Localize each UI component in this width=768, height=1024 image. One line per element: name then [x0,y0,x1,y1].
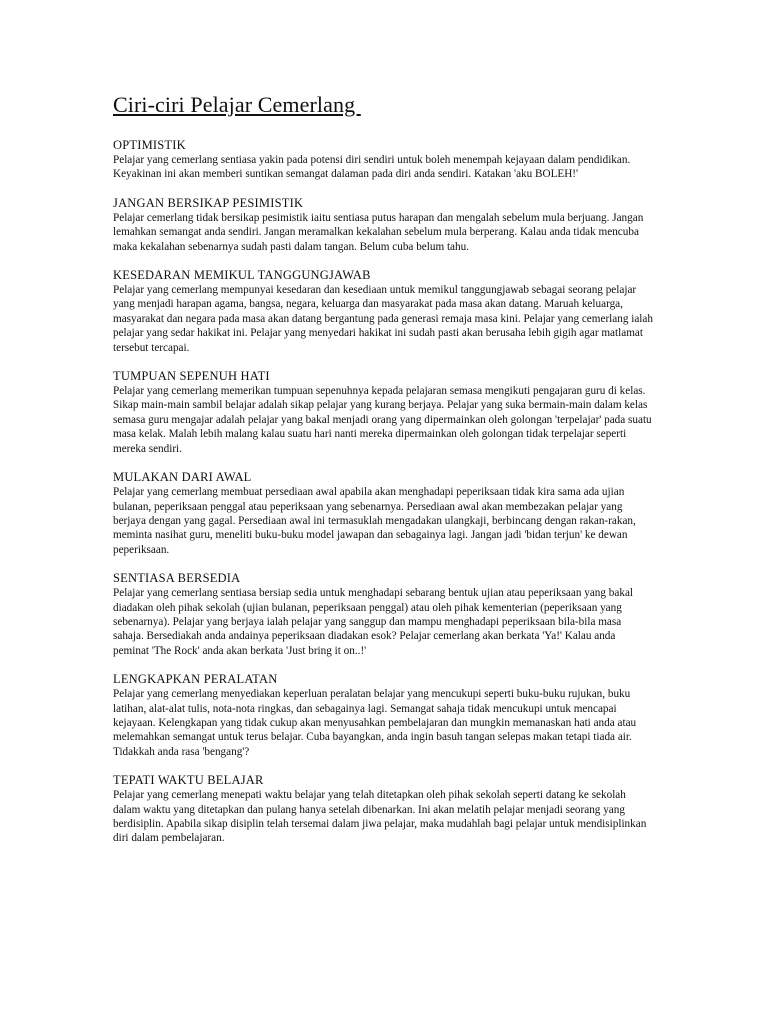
document-title: Ciri-ciri Pelajar Cemerlang [113,92,361,117]
section-tepati-waktu-belajar [113,773,653,846]
document-page [113,92,653,860]
section-heading: MULAKAN DARI AWAL [113,470,252,485]
section-heading: SENTIASA BERSEDIA [113,571,241,586]
section-heading: KESEDARAN MEMIKUL TANGGUNGJAWAB [113,268,371,283]
section-jangan-bersikap-pesimistik [113,196,653,254]
section-tumpuan-sepenuh-hati [113,369,653,456]
section-sentiasa-bersedia [113,571,653,658]
section-body: Pelajar cemerlang tidak bersikap pesimistik iaitu sentiasa putus harapan dan mengalah sebelum mula berjuang. Jangan lemahkan semangat anda sendiri. Jangan meramalkan kekalahan sebelum mula berperang. Kalau anda tidak mencuba maka kekalahan sebenarnya sudah pasti dalam tangan. Belum cuba belum tahu. [113,211,644,253]
section-mulakan-dari-awal [113,470,653,557]
section-heading: JANGAN BERSIKAP PESIMISTIK [113,195,304,210]
section-heading: LENGKAPKAN PERALATAN [113,672,278,687]
section-optimistik [113,138,653,182]
section-body: Pelajar yang cemerlang sentiasa bersiap sedia untuk menghadapi sebarang bentuk ujian atau peperiksaan yang bakal diadakan oleh pihak sekolah (ujian bulanan, peperiksaan penggal) atau oleh pihak kementerian (peperiksaan yang sebenarnya). Pelajar yang berjaya ialah pelajar yang sanggup dan mampu menghadapi peperiksaan bila-bila masa sahaja. Bersediakah anda andainya peperiksaan diadakan esok? Pelajar cemerlang akan berkata 'Ya!' Kalau anda peminat 'The Rock' anda akan berkata 'Just bring it on..!' [113,587,634,657]
section-kesedaran-memikul-tanggungjawab [113,268,653,355]
section-body: Pelajar yang cemerlang sentiasa yakin pada potensi diri sendiri untuk boleh menempah kejayaan dalam pendidikan. Keyakinan ini akan memberi suntikan semangat dalaman pada diri anda sendiri. Katakan 'aku BOLEH!' [113,154,631,181]
section-body: Pelajar yang cemerlang menyediakan keperluan peralatan belajar yang mencukupi seperti buku-buku rujukan, buku latihan, alat-alat tulis, nota-nota ringkas, dan sebagainya lagi. Semangat sahaja tidak mencukupi untuk mencapai kejayaan. Kelengkapan yang tidak cukup akan menyusahkan pembelajaran dan mungkin memanaskan hati anda atau melemahkan semangat untuk terus belajar. Cuba bayangkan, anda ingin basuh tangan selepas makan tetapi tiada air. Tidakkah anda rasa 'bengang'? [113,688,637,758]
section-heading: TUMPUAN SEPENUH HATI [113,369,270,384]
section-body: Pelajar yang cemerlang mempunyai kesedaran dan kesediaan untuk memikul tanggungjawab sebagai seorang pelajar yang menjadi harapan agama, bangsa, negara, keluarga dan masyarakat pada masa akan datang. Maruah keluarga, masyarakat dan negara pada masa akan datang bergantung pada generasi remaja masa kini. Pelajar yang cemerlang ialah pelajar yang sedar hakikat ini. Pelajar yang menyedari hakikat ini sudah pasti akan berusaha lebih gigih agar matlamat tersebut tercapai. [113,284,653,354]
section-body: Pelajar yang cemerlang membuat persediaan awal apabila akan menghadapi peperiksaan tidak kira sama ada ujian bulanan, peperiksaan penggal atau peperiksaan yang sebenarnya. Persediaan awal akan membezakan pelajar yang berjaya dengan yang gagal. Persediaan awal ini termasuklah mengadakan ulangkaji, berbincang dengan rakan-rakan, meminta nasihat guru, meneliti buku-buku model jawapan dan sebagainya lagi. Jangan jadi 'bidan terjun' ke dewan peperiksaan. [113,486,636,556]
section-body: Pelajar yang cemerlang menepati waktu belajar yang telah ditetapkan oleh pihak sekolah seperti datang ke sekolah dalam waktu yang ditetapkan dan pulang hanya setelah dibenarkan. Ini akan melatih pelajar menjadi seorang yang berdisiplin. Apabila sikap disiplin telah tersemai dalam jiwa pelajar, maka mudahlah bagi pelajar untuk mendisiplinkan diri dalam pembelajaran. [113,789,647,845]
section-heading: OPTIMISTIK [113,138,186,152]
section-lengkapkan-peralatan [113,672,653,759]
section-body: Pelajar yang cemerlang memerikan tumpuan sepenuhnya kepada pelajaran semasa mengikuti pengajaran guru di kelas. Sikap main-main sambil belajar adalah sikap pelajar yang kurang berjaya. Pelajar yang suka bermain-main dalam kelas semasa guru mengajar adalah pelajar yang bakal menjadi orang yang dipermainkan oleh golongan 'terpelajar' pada suatu masa kelak. Malah lebih malang kalau suatu hari nanti mereka dipermainkan oleh golongan tidak terpelajar seperti mereka sendiri. [113,385,652,455]
section-heading: TEPATI WAKTU BELAJAR [113,773,264,788]
